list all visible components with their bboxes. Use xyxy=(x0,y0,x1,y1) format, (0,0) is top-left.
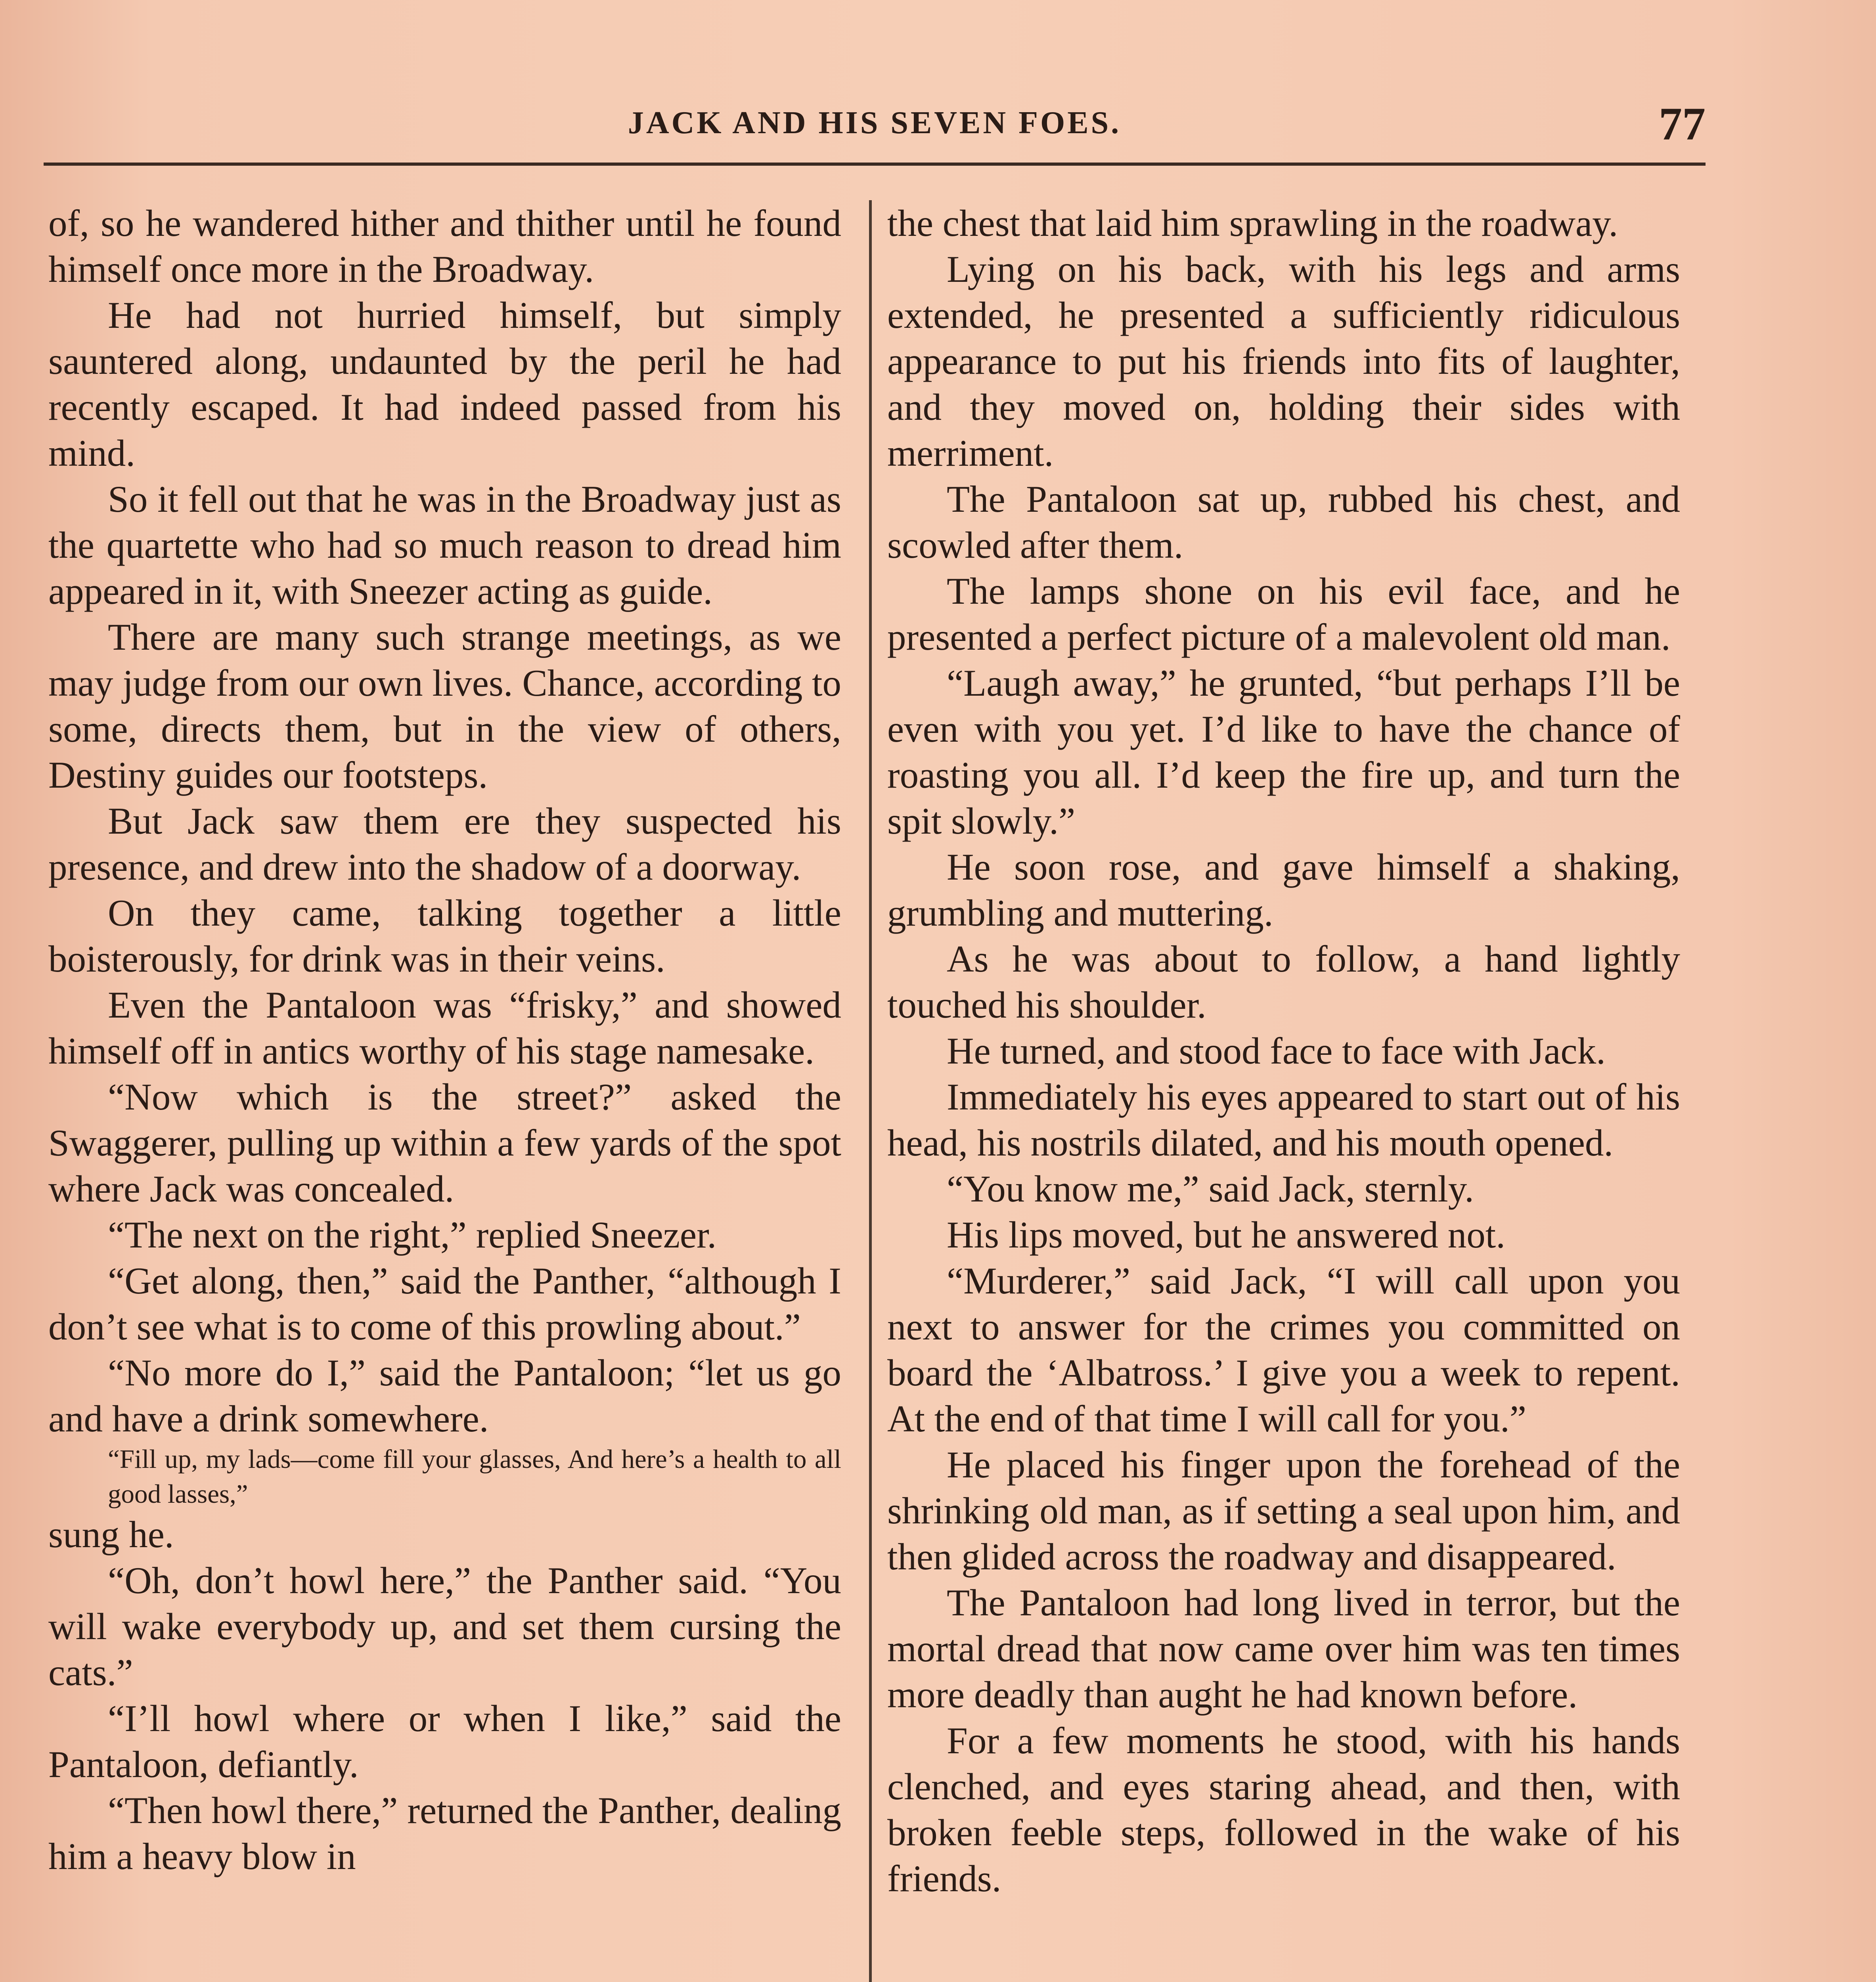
paragraph: “Oh, don’t howl here,” the Panther said. “You will wake everybody up, and set them cursing the cats.” xyxy=(48,1559,841,1693)
paragraph: The Pantaloon had long lived in terror, but the mortal dread that now came over him was ten times more deadly than aught he had known before. xyxy=(887,1582,1680,1716)
paragraph: He turned, and stood face to face with Jack. xyxy=(947,1030,1606,1072)
paragraph: “Get along, then,” said the Panther, “although I don’t see what is to come of this prowling about.” xyxy=(48,1260,841,1348)
paragraph: For a few moments he stood, with his hands clenched, and eyes staring ahead, and then, with broken feeble steps, followed in the wake of his friends. xyxy=(887,1720,1680,1900)
paragraph: He placed his finger upon the forehead of the shrinking old man, as if setting a seal upon him, and then glided across the roadway and disappeared. xyxy=(887,1444,1680,1578)
paragraph: He soon rose, and gave himself a shaking, grumbling and muttering. xyxy=(887,846,1680,934)
left-column xyxy=(48,200,841,1879)
paragraph: There are many such strange meetings, as we may judge from our own lives. Chance, according to some, directs them, but in the view of others, Destiny guides our footsteps. xyxy=(48,616,841,796)
paragraph: “The next on the right,” replied Sneezer. xyxy=(108,1214,717,1256)
paragraph: “I’ll howl where or when I like,” said the Pantaloon, defiantly. xyxy=(48,1697,841,1785)
paragraph: The lamps shone on his evil face, and he presented a perfect picture of a malevolent old man. xyxy=(887,570,1680,658)
paragraph: “You know me,” said Jack, sternly. xyxy=(947,1168,1474,1210)
paragraph: “Laugh away,” he grunted, “but perhaps I’ll be even with you yet. I’d like to have the chance of roasting you all. I’d keep the fire up, and turn the spit slowly.” xyxy=(887,662,1680,842)
paragraph: On they came, talking together a little boisterously, for drink was in their veins. xyxy=(48,892,841,980)
right-column xyxy=(887,200,1680,1902)
paragraph: “No more do I,” said the Pantaloon; “let us go and have a drink somewhere. xyxy=(48,1352,841,1440)
column-divider xyxy=(869,200,872,1982)
header-rule xyxy=(44,163,1706,166)
paragraph: His lips moved, but he answered not. xyxy=(947,1214,1505,1256)
paragraph: The Pantaloon sat up, rubbed his chest, and scowled after them. xyxy=(887,478,1680,566)
page-number: 77 xyxy=(1659,98,1706,150)
paragraph: Lying on his back, with his legs and arms extended, he presented a sufficiently ridiculous appearance to put his friends into fits of laughter, and they moved on, holding their sides with merriment. xyxy=(887,248,1680,474)
paragraph: “Now which is the street?” asked the Swaggerer, pulling up within a few yards of the spot where Jack was concealed. xyxy=(48,1076,841,1210)
paragraph: the chest that laid him sprawling in the roadway. xyxy=(887,202,1618,244)
paragraph: “Then howl there,” returned the Panther, dealing him a heavy blow in xyxy=(48,1789,841,1877)
paragraph: sung he. xyxy=(48,1513,174,1555)
verse-quote: “Fill up, my lads—come fill your glasses, And here’s a health to all good lasses,” xyxy=(108,1444,841,1509)
paragraph: So it fell out that he was in the Broadway just as the quartette who had so much reason to dread him appeared in it, with Sneezer acting as guide. xyxy=(48,478,841,612)
running-head xyxy=(44,97,1706,150)
paragraph: “Murderer,” said Jack, “I will call upon you next to answer for the crimes you committed on board the ‘Albatross.’ I give you a week to repent. At the end of that time I will call for you.” xyxy=(887,1260,1680,1440)
paragraph: Even the Pantaloon was “frisky,” and showed himself off in antics worthy of his stage namesake. xyxy=(48,984,841,1072)
running-title: JACK AND HIS SEVEN FOES. xyxy=(628,105,1122,140)
paragraph: Immediately his eyes appeared to start out of his head, his nostrils dilated, and his mouth opened. xyxy=(887,1076,1680,1164)
paragraph: But Jack saw them ere they suspected his presence, and drew into the shadow of a doorway. xyxy=(48,800,841,888)
paragraph: He had not hurried himself, but simply sauntered along, undaunted by the peril he had recently escaped. It had indeed passed from his mind. xyxy=(48,294,841,474)
paragraph: As he was about to follow, a hand lightly touched his shoulder. xyxy=(887,938,1680,1026)
paragraph: of, so he wandered hither and thither until he found himself once more in the Broadway. xyxy=(48,202,841,290)
